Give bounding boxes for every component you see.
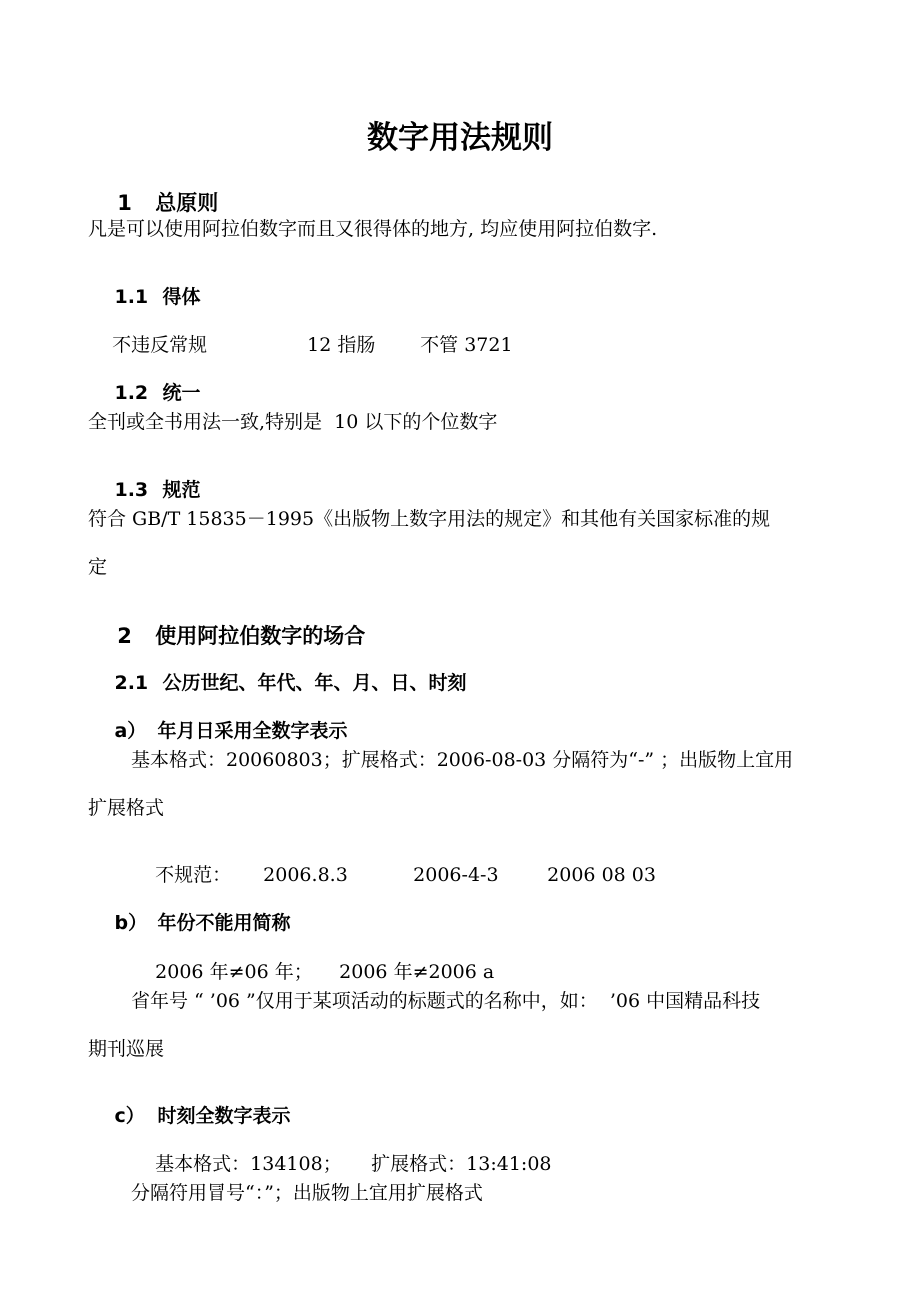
basic-format: 基本格式：134108； xyxy=(155,1153,342,1175)
document-title: 数字用法规则 xyxy=(367,120,553,156)
example-item: 不违反常规 xyxy=(112,334,208,356)
section-1-3-paragraph-line: 符合 GB/T 15835－1995《出版物上数字用法的规定》和其他有关国家标准的规 xyxy=(88,508,771,530)
item-title: 时刻全数字表示 xyxy=(157,1105,291,1127)
example-item: 2006 年≠06 年； xyxy=(155,961,313,983)
section-number: 2.1 xyxy=(114,672,149,694)
section-1-2-paragraph: 全刊或全书用法一致,特别是 10 以下的个位数字 xyxy=(88,411,498,433)
section-title: 使用阿拉伯数字的场合 xyxy=(155,624,366,648)
example-item: 不管 3721 xyxy=(420,334,513,356)
nonstandard-label: 不规范： xyxy=(155,864,232,886)
section-title: 规范 xyxy=(162,479,201,501)
item-label: c） xyxy=(114,1105,145,1127)
item-a-paragraph-line: 扩展格式 xyxy=(88,797,165,819)
item-title: 年月日采用全数字表示 xyxy=(157,720,348,742)
section-number: 1 xyxy=(117,191,132,215)
section-number: 2 xyxy=(117,624,132,648)
section-1-3-paragraph-line: 定 xyxy=(88,556,108,578)
example-item: 2006-4-3 xyxy=(413,864,499,886)
example-item: 2006 年≠2006 a xyxy=(339,961,495,983)
item-b-paragraph-line: 期刊巡展 xyxy=(88,1038,165,1060)
section-title: 得体 xyxy=(162,286,201,308)
section-1-paragraph: 凡是可以使用阿拉伯数字而且又很得体的地方, 均应使用阿拉伯数字. xyxy=(88,218,658,240)
section-number: 1.1 xyxy=(114,286,149,308)
item-label: a） xyxy=(114,720,147,742)
example-item: 2006 08 03 xyxy=(547,864,656,886)
section-title: 公历世纪、年代、年、月、日、时刻 xyxy=(162,672,467,694)
item-title: 年份不能用简称 xyxy=(157,912,291,934)
section-number: 1.2 xyxy=(114,382,149,404)
section-title: 统一 xyxy=(162,382,201,404)
extended-format: 扩展格式：13:41:08 xyxy=(371,1153,552,1175)
section-title: 总原则 xyxy=(155,191,219,215)
section-number: 1.3 xyxy=(114,479,149,501)
item-a-paragraph-line: 基本格式：20060803；扩展格式：2006-08-03 分隔符为“-” ；出版物上宜用 xyxy=(131,749,794,771)
item-label: b） xyxy=(114,912,148,934)
example-item: 12 指肠 xyxy=(307,334,376,356)
example-item: 2006.8.3 xyxy=(263,864,348,886)
item-c-paragraph: 分隔符用冒号“：”；出版物上宜用扩展格式 xyxy=(131,1182,483,1204)
item-b-paragraph-line: 省年号 “ ’06 ”仅用于某项活动的标题式的名称中，如： ’06 中国精品科技 xyxy=(131,990,761,1012)
